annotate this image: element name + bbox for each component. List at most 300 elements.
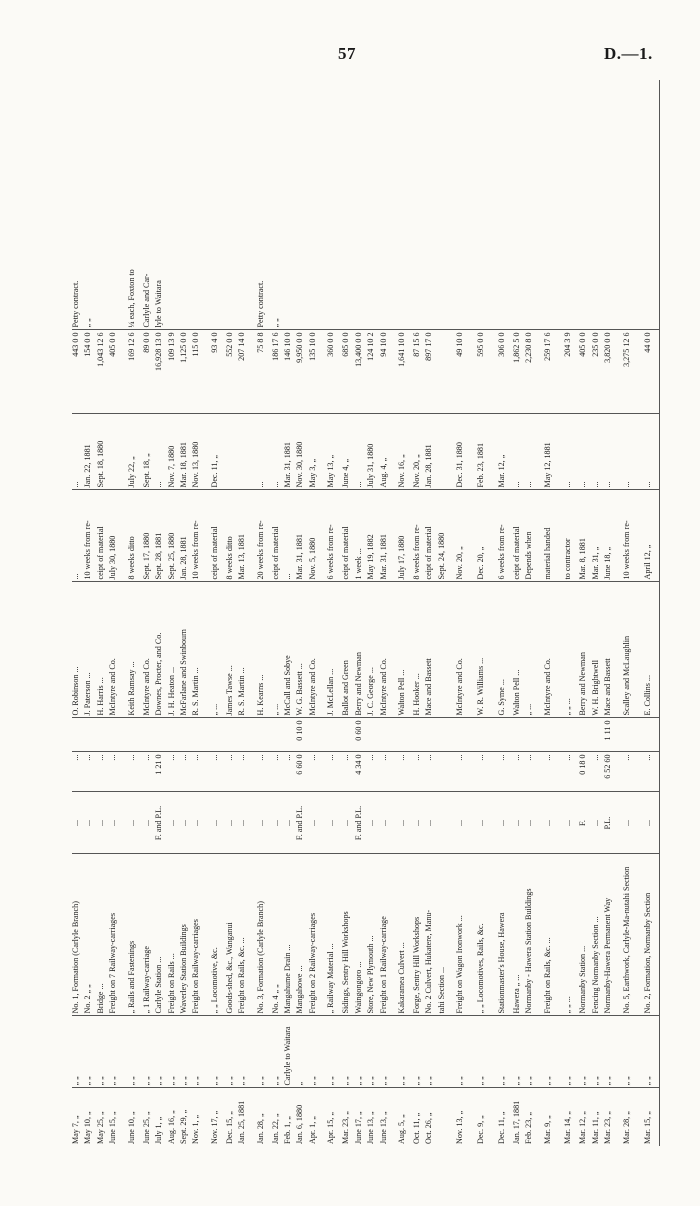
contractor-cell: James Tawse ... [226, 582, 238, 718]
contractor-cell: Scalley and McLaughlin [617, 582, 638, 718]
length-cell: ... [425, 752, 437, 792]
date-completed-cell [238, 414, 250, 490]
work-cell: Store, New Plymouth ... [367, 854, 379, 1016]
length-cell: ... [538, 752, 559, 792]
amount-cell: 186 17 6 [272, 330, 284, 414]
contractor-cell: McIntyre and Co. [380, 582, 392, 718]
amount-cell: 360 0 0 [321, 330, 342, 414]
contractor-cell: Walton Pell ... [392, 582, 413, 718]
contractor-cell: H. Kearns ... [251, 582, 272, 718]
table-row [122, 80, 143, 1146]
line-cell: „ „ [321, 1016, 342, 1088]
extra-length-cell [638, 718, 660, 752]
work-cell: Carlyle Station ... [155, 854, 167, 1016]
remarks-cell: lyle to Waitara [155, 80, 167, 330]
due-completion-cell: material handed [538, 490, 559, 582]
date-cell: Nov. 13, „ [455, 1110, 465, 1144]
date-cell: Sept. 29, „ [179, 1109, 189, 1144]
contractor-cell: J. Paterson ... [84, 582, 96, 718]
extra-length-cell [309, 718, 321, 752]
date-completed-cell: Dec. 11, „ [205, 414, 226, 490]
length-cell: ... [238, 752, 250, 792]
extra-length-cell [367, 718, 379, 752]
due-completion-cell: Jan. 28, 1881 [180, 490, 192, 582]
due-completion-cell: 6 weeks from re- [492, 490, 513, 582]
length-cell: ... [392, 752, 413, 792]
line-cell: Carlyle to Waitara [284, 1016, 296, 1088]
date-cell: June 25, „ [141, 1111, 151, 1144]
rail-cell: ... [425, 792, 437, 854]
rail-cell: ... [192, 792, 204, 854]
due-completion-cell: Sept. 25, 1880 [168, 490, 180, 582]
amount-cell: 89 0 0 [143, 330, 155, 414]
table-row [205, 80, 226, 1146]
length-cell: ... [380, 752, 392, 792]
line-cell: „ „ [425, 1016, 437, 1088]
due-completion-cell: 10 weeks from re- [192, 490, 204, 582]
date-completed-cell: Nov. 16, „ [392, 414, 413, 490]
remarks-cell [380, 80, 392, 330]
rail-cell: ... [97, 792, 109, 854]
extra-length-cell [579, 718, 591, 752]
length-cell: ... [450, 752, 471, 792]
date-completed-cell: Jan. 28, 1881 [425, 414, 437, 490]
rail-cell: ... [72, 792, 84, 854]
rail-cell: ... [180, 792, 192, 854]
contractor-cell: „ ... [205, 582, 226, 718]
date-completed-cell: ... [155, 414, 167, 490]
amount-cell: 259 17 6 [538, 330, 559, 414]
due-completion-cell: 1 week ... [355, 490, 367, 582]
work-cell: Freight on Wagon Ironwork ... [450, 854, 471, 1016]
amount-cell: 443 0 0 [72, 330, 84, 414]
extra-length-cell [143, 718, 155, 752]
table-row [367, 80, 379, 1146]
extra-length-cell [205, 718, 226, 752]
rail-cell: ... [450, 792, 471, 854]
date-cell: Jan. 17, 1881 [511, 1100, 521, 1144]
remarks-cell [438, 80, 450, 330]
remarks-cell [471, 80, 492, 330]
due-completion-cell: Nov. 5, 1880 [309, 490, 321, 582]
table-row [538, 80, 559, 1146]
remarks-cell [205, 80, 226, 330]
line-cell: „ „ [192, 1016, 204, 1088]
length-cell: 4 34 0 [355, 752, 367, 792]
table-row [155, 80, 167, 1146]
table-row [251, 80, 272, 1146]
work-cell: Freight on Rails ... [168, 854, 180, 1016]
work-cell: „ „ Locomotive, &c. [205, 854, 226, 1016]
contractor-cell: W. H. Brightwell [592, 582, 604, 718]
table-row [425, 80, 437, 1146]
line-cell: „ „ [180, 1016, 192, 1088]
work-cell: „ „ ... [558, 854, 579, 1016]
line-cell: „ „ [72, 1016, 84, 1088]
amount-cell: 115 0 0 [192, 330, 204, 414]
amount-cell: 207 14 0 [238, 330, 250, 414]
work-cell: Freight on 1 Railway-carriage [380, 854, 392, 1016]
extra-length-cell [471, 718, 492, 752]
date-cell [438, 1088, 450, 1146]
page-number: 57 [338, 44, 356, 63]
remarks-cell [492, 80, 513, 330]
rail-cell: ... [538, 792, 559, 854]
work-cell: Freight on Rails, &c. ... [238, 854, 250, 1016]
due-completion-cell: 10 weeks from re- [84, 490, 96, 582]
date-completed-cell: May 13, „ [321, 414, 342, 490]
length-cell: ... [109, 752, 121, 792]
amount-cell: 44 0 0 [638, 330, 660, 414]
amount-cell: 146 10 0 [284, 330, 296, 414]
line-cell [438, 1016, 450, 1088]
rail-cell: ... [342, 792, 354, 854]
amount-cell: 306 0 0 [492, 330, 513, 414]
rail-cell: ... [638, 792, 660, 854]
due-completion-cell: ceipt of material [97, 490, 109, 582]
rail-cell: ... [525, 792, 537, 854]
rotated-contracts-table [72, 80, 660, 1146]
length-cell: 6 52 60 [604, 752, 616, 792]
date-completed-cell: Nov. 30, 1880 [296, 414, 308, 490]
remarks-cell [617, 80, 638, 330]
work-cell: Kakaramea Culvert ... [392, 854, 413, 1016]
remarks-cell [604, 80, 616, 330]
date-completed-cell: ... [525, 414, 537, 490]
amount-cell: 204 3 9 [558, 330, 579, 414]
contractor-cell: J. McLellan ... [321, 582, 342, 718]
remarks-cell: „ „ [84, 80, 96, 330]
remarks-cell [192, 80, 204, 330]
rail-cell: ... [251, 792, 272, 854]
line-cell: „ „ [413, 1016, 425, 1088]
date-completed-cell: Nov. 13, 1880 [192, 414, 204, 490]
date-cell: Mar. 14, „ [563, 1111, 573, 1144]
work-cell: „ Railway Material ... [321, 854, 342, 1016]
date-cell: Apr. 1, „ [307, 1116, 317, 1144]
length-cell: ... [471, 752, 492, 792]
line-cell: „ „ [513, 1016, 525, 1088]
contractor-cell: W. R. Williams ... [471, 582, 492, 718]
work-cell: No. 2 „ „ [84, 854, 96, 1016]
length-cell: ... [180, 752, 192, 792]
due-completion-cell: 6 weeks from re- [321, 490, 342, 582]
work-cell: No. 1, Formation (Carlyle Branch) [72, 854, 84, 1016]
remarks-cell [525, 80, 537, 330]
amount-cell: 87 15 6 [413, 330, 425, 414]
date-cell: Aug. 5, „ [396, 1114, 406, 1144]
contractor-cell: Mace and Bassett [425, 582, 437, 718]
contractor-cell: R. S. Martin ... [192, 582, 204, 718]
line-cell: „ „ [168, 1016, 180, 1088]
date-cell: Jan. 28, „ [255, 1113, 265, 1144]
length-cell: ... [122, 752, 143, 792]
date-cell: Dec. 9, „ [476, 1115, 486, 1144]
line-cell: „ „ [638, 1016, 660, 1088]
contractor-cell: Berry and Newman [355, 582, 367, 718]
line-cell: „ „ [492, 1016, 513, 1088]
amount-cell: 405 0 0 [579, 330, 591, 414]
date-completed-cell [226, 414, 238, 490]
rail-cell: ... [392, 792, 413, 854]
date-completed-cell: July 22, „ [122, 414, 143, 490]
remarks-cell [579, 80, 591, 330]
due-completion-cell: ... [72, 490, 84, 582]
date-completed-cell: ... [251, 414, 272, 490]
date-completed-cell [109, 414, 121, 490]
extra-length-cell [392, 718, 413, 752]
table-row [392, 80, 413, 1146]
table-row [471, 80, 492, 1146]
length-cell: ... [84, 752, 96, 792]
amount-cell: 93 4 0 [205, 330, 226, 414]
contractor-cell: McIntyre and Co. [538, 582, 559, 718]
length-cell: ... [272, 752, 284, 792]
work-cell: „ Rails and Fastenings [122, 854, 143, 1016]
date-cell: Mar. 28, „ [621, 1111, 631, 1144]
amount-cell: 169 12 6 [122, 330, 143, 414]
remarks-cell [538, 80, 559, 330]
rail-cell: ... [168, 792, 180, 854]
remarks-cell [226, 80, 238, 330]
line-cell: „ „ [392, 1016, 413, 1088]
remarks-cell [392, 80, 413, 330]
table-row [438, 80, 450, 1146]
extra-length-cell: 1 11 0 [604, 718, 616, 752]
table-row [558, 80, 579, 1146]
line-cell: „ „ [143, 1016, 155, 1088]
extra-length-cell [84, 718, 96, 752]
line-cell: „ [296, 1016, 308, 1088]
rail-cell: F. and P.L. [355, 792, 367, 854]
extra-length-cell [97, 718, 109, 752]
remarks-cell [309, 80, 321, 330]
work-cell: „ „ Locomotives, Rails, &c. [471, 854, 492, 1016]
date-completed-cell: ... [72, 414, 84, 490]
work-cell: Fencing Normanby Section ... [592, 854, 604, 1016]
line-cell: „ „ [538, 1016, 559, 1088]
date-completed-cell: ... [272, 414, 284, 490]
line-cell: „ „ [226, 1016, 238, 1088]
extra-length-cell [380, 718, 392, 752]
remarks-cell: Petty contract. [72, 80, 84, 330]
due-completion-cell: June 18, „ [604, 490, 616, 582]
work-cell: No. 3, Formation (Carlyle Branch) [251, 854, 272, 1016]
due-completion-cell: April 12, „ [638, 490, 660, 582]
remarks-cell [413, 80, 425, 330]
length-cell: ... [592, 752, 604, 792]
length-cell [438, 752, 450, 792]
date-cell: May 10, „ [83, 1111, 93, 1144]
date-cell: Feb. 1, „ [282, 1116, 292, 1144]
extra-length-cell [272, 718, 284, 752]
rail-cell: ... [471, 792, 492, 854]
rail-cell: ... [492, 792, 513, 854]
amount-cell: 1,043 12 6 [97, 330, 109, 414]
remarks-cell [450, 80, 471, 330]
rail-cell: ... [592, 792, 604, 854]
line-cell: „ „ [272, 1016, 284, 1088]
extra-length-cell [513, 718, 525, 752]
rail-cell: ... [321, 792, 342, 854]
amount-cell: 405 0 0 [109, 330, 121, 414]
rail-cell: ... [238, 792, 250, 854]
date-cell: May 7, „ [71, 1115, 80, 1144]
date-cell: Mar. 11, „ [590, 1111, 600, 1144]
work-cell: Normanby-Hawera Permanent Way [604, 854, 616, 1016]
remarks-cell [109, 80, 121, 330]
remarks-cell [592, 80, 604, 330]
table-row [638, 80, 660, 1146]
rail-cell: ... [284, 792, 296, 854]
work-cell: Waverley Station Buildings [180, 854, 192, 1016]
amount-cell: 9,950 0 0 [296, 330, 308, 414]
amount-cell: 75 8 8 [251, 330, 272, 414]
contractor-cell: Keith Ramsay ... [122, 582, 143, 718]
extra-length-cell: 0 10 0 [296, 718, 308, 752]
contractor-cell: „ ... [272, 582, 284, 718]
contracts-table [72, 80, 660, 1146]
line-cell: „ „ [309, 1016, 321, 1088]
remarks-cell [558, 80, 579, 330]
contractor-cell: H. Harris ... [97, 582, 109, 718]
date-cell: June 13, „ [366, 1111, 376, 1144]
line-cell: „ „ [97, 1016, 109, 1088]
remarks-cell [238, 80, 250, 330]
amount-cell: 1,641 10 0 [392, 330, 413, 414]
extra-length-cell [192, 718, 204, 752]
rail-cell: ... [122, 792, 143, 854]
line-cell: „ „ [592, 1016, 604, 1088]
amount-cell: 16,928 13 0 [155, 330, 167, 414]
table-row [380, 80, 392, 1146]
contractor-cell: McIntyre and Co. [309, 582, 321, 718]
date-cell: June 15, „ [108, 1111, 118, 1144]
contractor-cell: „ „ ... [558, 582, 579, 718]
due-completion-cell: May 19, 1882 [367, 490, 379, 582]
amount-cell: 109 13 9 [168, 330, 180, 414]
rail-cell: ... [309, 792, 321, 854]
date-completed-cell: ... [604, 414, 616, 490]
work-cell: tahi Section ... [438, 854, 450, 1016]
extra-length-cell [538, 718, 559, 752]
remarks-cell [296, 80, 308, 330]
date-completed-cell: ... [513, 414, 525, 490]
line-cell: „ „ [251, 1016, 272, 1088]
amount-cell: 3,275 12 6 [617, 330, 638, 414]
due-completion-cell: 8 weeks ditto [226, 490, 238, 582]
contractor-cell: O. Robinson ... [72, 582, 84, 718]
length-cell: ... [97, 752, 109, 792]
rail-cell: ... [513, 792, 525, 854]
length-cell: ... [168, 752, 180, 792]
table-row [492, 80, 513, 1146]
due-completion-cell: July 17, 1880 [392, 490, 413, 582]
extra-length-cell [558, 718, 579, 752]
rail-cell: ... [84, 792, 96, 854]
date-completed-cell: ... [355, 414, 367, 490]
rail-cell: ... [617, 792, 638, 854]
extra-length-cell [438, 718, 450, 752]
table-row [192, 80, 204, 1146]
work-cell: Sidings, Sentry Hill Workshops [342, 854, 354, 1016]
table-body [72, 80, 660, 1146]
date-completed-cell: Sept. 18, 1880 [97, 414, 109, 490]
date-completed-cell: Sept. 18, „ [143, 414, 155, 490]
line-cell: „ „ [471, 1016, 492, 1088]
line-cell: „ „ [205, 1016, 226, 1088]
contractor-cell: H. Hooker ... [413, 582, 425, 718]
length-cell: ... [367, 752, 379, 792]
date-completed-cell: Nov. 20, „ [413, 414, 425, 490]
work-cell: Goods-shed, &c., Wanganui [226, 854, 238, 1016]
remarks-cell: Carlyle and Car- [143, 80, 155, 330]
length-cell: ... [143, 752, 155, 792]
table-row [617, 80, 638, 1146]
length-cell: ... [413, 752, 425, 792]
contractor-cell: E. Collins ... [638, 582, 660, 718]
date-cell: Jan. 22, „ [270, 1113, 280, 1144]
length-cell: 1 21 0 [155, 752, 167, 792]
work-cell: Hawera „ ... [513, 854, 525, 1016]
work-cell: No. 4 „ „ [272, 854, 284, 1016]
due-completion-cell: Sept. 24, 1880 [438, 490, 450, 582]
line-cell: „ „ [155, 1016, 167, 1088]
remarks-cell [367, 80, 379, 330]
date-completed-cell: Nov. 7, 1880 [168, 414, 180, 490]
length-cell: ... [513, 752, 525, 792]
extra-length-cell [425, 718, 437, 752]
due-completion-cell: Mar. 31, 1881 [380, 490, 392, 582]
date-cell: June 10, „ [126, 1111, 136, 1144]
work-cell: Stationmaster's House, Hawera [492, 854, 513, 1016]
amount-cell: 94 10 0 [380, 330, 392, 414]
length-cell: ... [321, 752, 342, 792]
work-cell: „ 1 Railway-carriage [143, 854, 155, 1016]
remarks-cell [513, 80, 525, 330]
contractor-cell: McFarlane and Swinbourn [180, 582, 192, 718]
length-cell: ... [309, 752, 321, 792]
date-cell: Apr. 15, „ [326, 1112, 336, 1144]
table-row [296, 80, 308, 1146]
work-cell: No. 2 Culvert, Hukatere, Manu- [425, 854, 437, 1016]
date-cell: Mar. 15, „ [638, 1088, 660, 1146]
date-cell: Oct. 11, „ [411, 1112, 421, 1144]
rail-cell: F. and P.L. [155, 792, 167, 854]
amount-cell: 154 0 0 [84, 330, 96, 414]
contractor-cell: McIntyre and Co. [109, 582, 121, 718]
length-cell: ... [342, 752, 354, 792]
rail-cell: ... [413, 792, 425, 854]
rail-cell: ... [205, 792, 226, 854]
due-completion-cell: July 30, 1880 [109, 490, 121, 582]
length-cell: ... [558, 752, 579, 792]
remarks-cell: „ „ [272, 80, 284, 330]
line-cell: „ „ [525, 1016, 537, 1088]
work-cell: Freight on 7 Railway-carriages [109, 854, 121, 1016]
extra-length-cell [168, 718, 180, 752]
extra-length-cell [226, 718, 238, 752]
date-cell: Mar. 9, „ [542, 1115, 552, 1144]
document-reference: D.—1. [604, 44, 653, 63]
date-cell: June 13, „ [378, 1111, 388, 1144]
length-cell: ... [525, 752, 537, 792]
remarks-cell [342, 80, 354, 330]
rail-cell: F. [579, 792, 591, 854]
date-cell: Oct. 26, „ [424, 1112, 434, 1144]
length-cell: ... [284, 752, 296, 792]
amount-cell: 1,125 0 0 [180, 330, 192, 414]
